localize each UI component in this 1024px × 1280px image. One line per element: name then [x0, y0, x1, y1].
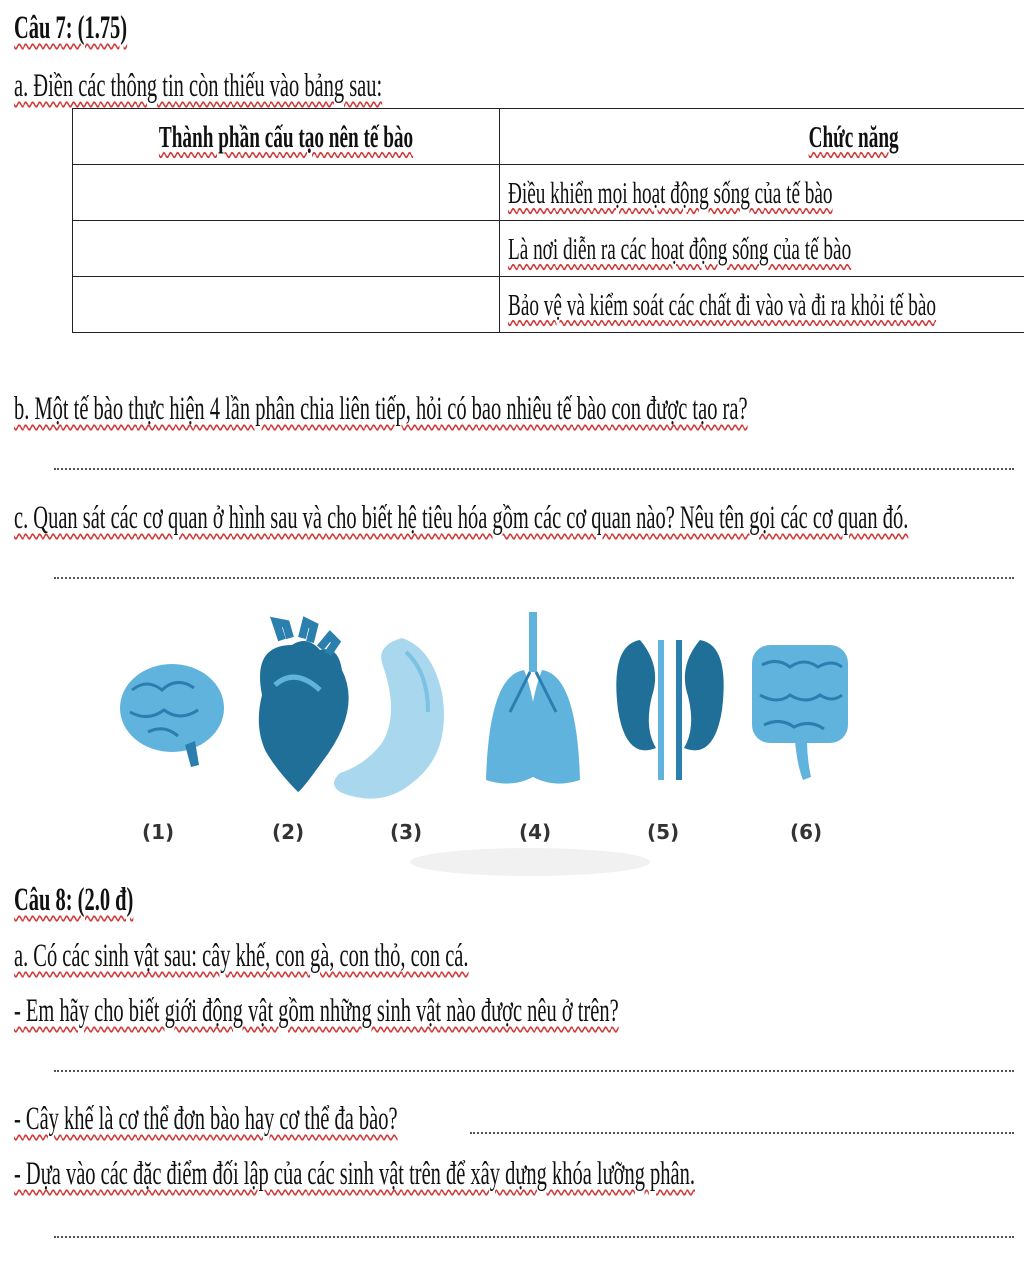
- intestines-icon: [752, 645, 848, 780]
- heart-icon: [259, 622, 349, 792]
- table-cell-function: Bảo vệ và kiểm soát các chất đi vào và đi ra khỏi tế bào: [500, 277, 1024, 333]
- cell-structure-table: [72, 108, 1024, 333]
- q8-bullet-1: - Em hãy cho biết giới động vật gồm những sinh vật nào được nêu ở trên?: [14, 993, 619, 1029]
- kidneys-icon: [616, 640, 723, 780]
- organ-label-5: (5): [647, 820, 680, 844]
- table-cell-blank[interactable]: [73, 277, 500, 333]
- q8-title: Câu 8: (2.0 đ): [14, 882, 134, 918]
- table-header-component: Thành phần cấu tạo nên tế bào: [73, 109, 500, 165]
- table-cell-blank[interactable]: [73, 221, 500, 277]
- table-header-function: Chức năng: [500, 109, 1024, 165]
- table-row: [73, 165, 1024, 221]
- stomach-icon: [334, 638, 444, 799]
- answer-line-c[interactable]: [54, 577, 1014, 579]
- q8-part-a: a. Có các sinh vật sau: cây khế, con gà, con thỏ, con cá.: [14, 938, 469, 974]
- table-cell-blank[interactable]: [73, 165, 500, 221]
- q7-title: Câu 7: (1.75): [14, 10, 128, 46]
- organ-label-1: (1): [142, 820, 175, 844]
- organ-label-3: (3): [390, 820, 423, 844]
- q8-bullet-3: - Dựa vào các đặc điểm đối lập của các sinh vật trên để xây dựng khóa lưỡng phân.: [14, 1156, 695, 1192]
- organ-label-4: (4): [519, 820, 552, 844]
- table-row: [73, 221, 1024, 277]
- q7-part-c: c. Quan sát các cơ quan ở hình sau và cho biết hệ tiêu hóa gồm các cơ quan nào? Nêu tên gọi các cơ quan đó.: [14, 500, 909, 536]
- lungs-icon: [486, 612, 580, 784]
- q7-part-a: a. Điền các thông tin còn thiếu vào bảng sau:: [14, 68, 383, 104]
- answer-line-bullet-3[interactable]: [54, 1236, 1014, 1238]
- table-header-row: [73, 109, 1024, 165]
- answer-line-bullet-2[interactable]: [470, 1132, 1014, 1134]
- answer-line-bullet-1[interactable]: [54, 1070, 1014, 1072]
- organ-label-2: (2): [272, 820, 305, 844]
- table-cell-function: Điều khiển mọi hoạt động sống của tế bào: [500, 165, 1024, 221]
- table-row: [73, 277, 1024, 333]
- q7-part-b: b. Một tế bào thực hiện 4 lần phân chia liên tiếp, hỏi có bao nhiêu tế bào con được tạo ra?: [14, 391, 748, 427]
- brain-icon: [120, 664, 224, 767]
- table-cell-function: Là nơi diễn ra các hoạt động sống của tế bào: [500, 221, 1024, 277]
- q8-bullet-2: - Cây khế là cơ thể đơn bào hay cơ thể đa bào?: [14, 1101, 398, 1137]
- organ-label-6: (6): [790, 820, 823, 844]
- answer-line-b[interactable]: [54, 468, 1014, 470]
